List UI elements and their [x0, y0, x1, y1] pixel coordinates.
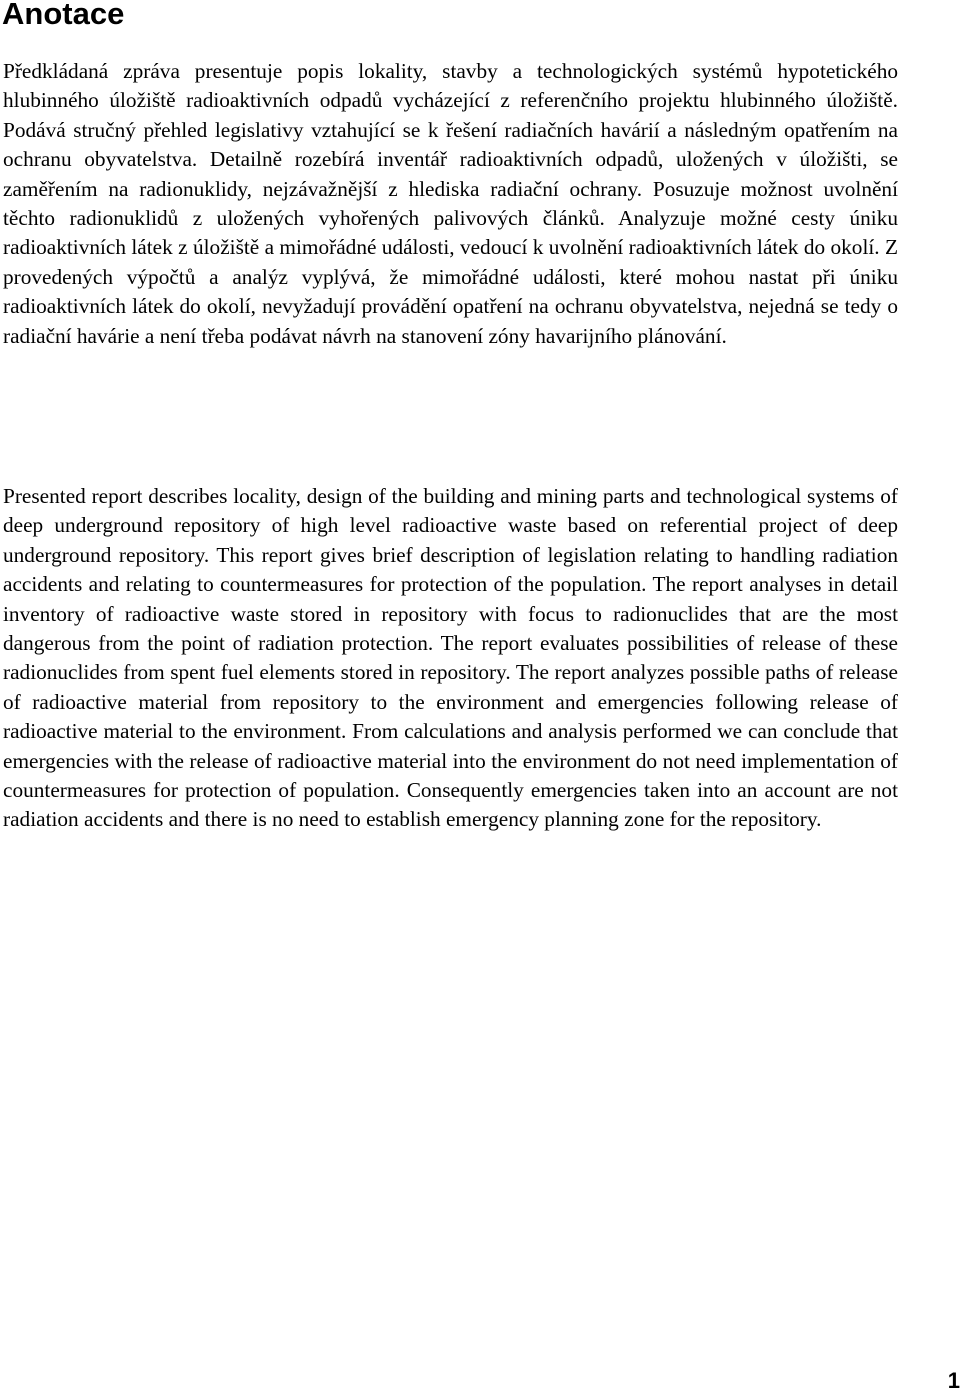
page-number: 1 [947, 1368, 960, 1393]
abstract-english-paragraph: Presented report describes locality, design of the building and mining parts and technological systems of deep underground repository of high level radioactive waste based on referential project of deep underground repository. This report gives brief description of legislation relating to handling radiation accidents and relating to countermeasures for protection of the population. The report analyses in detail inventory of radioactive waste stored in repository with focus to radionuclides that are the most dangerous from the point of radiation protection. The report evaluates possibilities of release of these radionuclides from spent fuel elements stored in repository. The report analyzes possible paths of release of radioactive material from repository to the environment and emergencies following release of radioactive material to the environment. From calculations and analysis performed we can conclude that emergencies with the release of radioactive material into the environment do not need implementation of countermeasures for protection of population. Consequently emergencies taken into an account are not radiation accidents and there is no need to establish emergency planning zone for the repository. [3, 484, 898, 832]
page-title: Anotace [2, 0, 125, 31]
abstract-czech-paragraph: Předkládaná zpráva presentuje popis lokality, stavby a technologických systémů hypotetického hlubinného úložiště radioaktivních odpadů vycházející z referenčního projektu hlubinného úložiště. Podává stručný přehled legislativy vztahující se k řešení radiačních havárií a následným opatřením na ochranu obyvatelstva. Detailně rozebírá inventář radioaktivních odpadů, uložených v úložišti, se zaměřením na radionuklidy, nejzávažnější z hlediska radiační ochrany. Posuzuje možnost uvolnění těchto radionuklidů z uložených vyhořených palivových článků. Analyzuje možné cesty úniku radioaktivních látek z úložiště a mimořádné události, vedoucí k uvolnění radioaktivních látek do okolí. Z provedených výpočtů a analýz vyplývá, že mimořádné události, které mohou nastat při úniku radioaktivních látek do okolí, nevyžadují provádění opatření na ochranu obyvatelstva, nejedná se tedy o radiační havárie a není třeba podávat návrh na stanovení zóny havarijního plánování. [3, 59, 898, 348]
